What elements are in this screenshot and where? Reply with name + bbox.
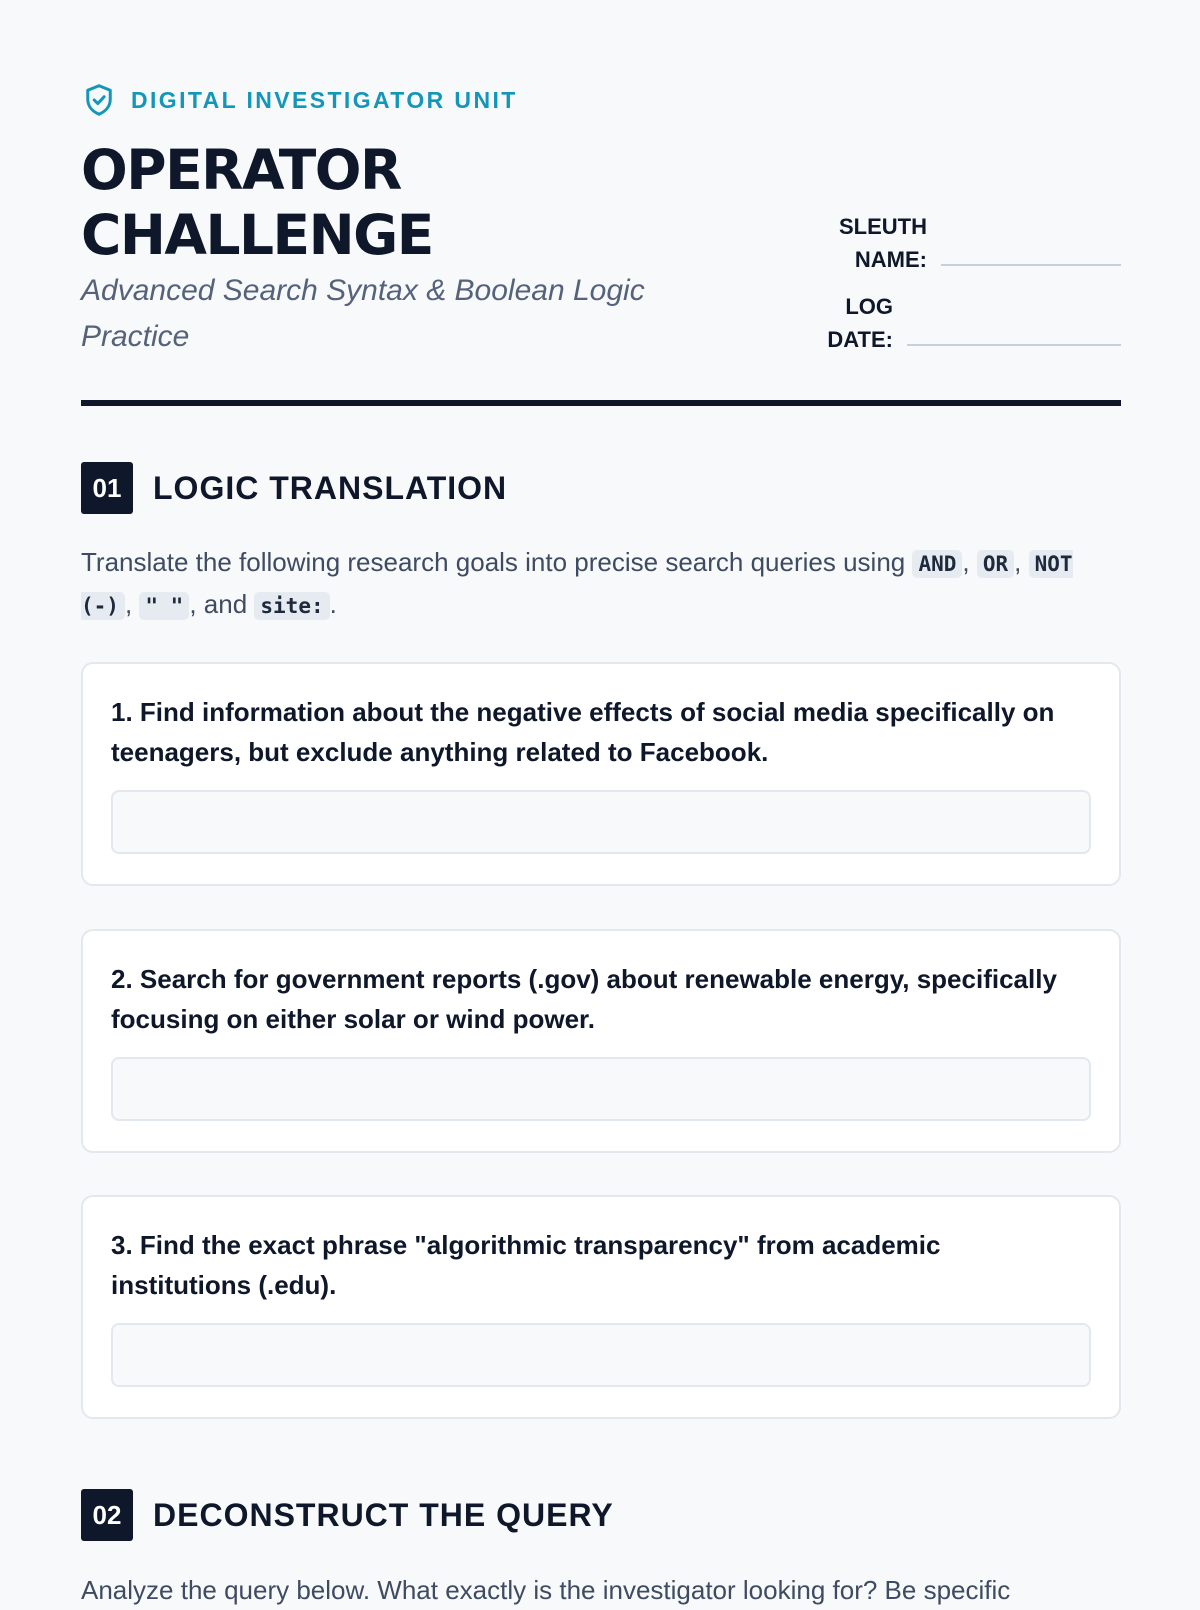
question-card-1 (81, 662, 1121, 886)
separator: , and (189, 589, 255, 619)
section-1-number: 01 (81, 462, 133, 514)
identity-fields (721, 210, 1121, 370)
operator-quotes: " " (139, 592, 189, 620)
log-date-row (721, 290, 1121, 356)
separator: , (962, 547, 977, 577)
section-2-header (81, 1489, 614, 1541)
section-2-number: 02 (81, 1489, 133, 1541)
page-title-line-1: OPERATOR (81, 138, 401, 202)
separator: , (124, 589, 140, 619)
question-3-prompt: 3. Find the exact phrase "algorithmic transparency" from academic institutions (.edu). (111, 1230, 941, 1300)
section-1-instructions (81, 542, 1121, 626)
shield-check-icon (81, 82, 117, 118)
question-2-answer-field[interactable] (111, 1057, 1091, 1121)
operator-and: AND (912, 550, 962, 578)
operator-not: NOT (-) (81, 552, 1073, 618)
page-title (81, 138, 701, 268)
separator: , (1014, 547, 1029, 577)
question-1-prompt: 1. Find information about the negative effects of social media specifically on teenagers, but exclude anything related to Facebook. (111, 697, 1055, 767)
question-3-answer-field[interactable] (111, 1323, 1091, 1387)
page-subtitle: Advanced Search Syntax & Boolean Logic Practice (81, 274, 645, 353)
question-2-prompt: 2. Search for government reports (.gov) about renewable energy, specifically focusing on either solar or wind power. (111, 964, 1057, 1034)
section-1-header (81, 462, 507, 514)
question-1-answer-field[interactable] (111, 790, 1091, 854)
sleuth-name-field[interactable] (941, 264, 1121, 266)
sleuth-name-row (721, 210, 1121, 276)
log-date-field[interactable] (907, 344, 1121, 346)
operator-or: OR (977, 550, 1014, 578)
section-2-title: DECONSTRUCT THE QUERY (153, 1496, 614, 1533)
operator-site: site: (254, 592, 329, 620)
section-2-instructions: Analyze the query below. What exactly is the investigator looking for? Be specific (81, 1575, 1011, 1605)
instructions-end: . (329, 589, 337, 619)
sleuth-name-label: SLEUTH NAME: (839, 214, 927, 272)
question-card-2 (81, 929, 1121, 1153)
log-date-label: LOG DATE: (827, 294, 893, 352)
page-title-line-2: CHALLENGE (81, 203, 433, 267)
header-divider (81, 400, 1121, 406)
question-card-3 (81, 1195, 1121, 1419)
section-1-title: LOGIC TRANSLATION (153, 469, 508, 506)
instructions-text: Translate the following research goals into precise search queries using (81, 547, 913, 577)
unit-header (81, 82, 518, 118)
unit-name: DIGITAL INVESTIGATOR UNIT (131, 86, 518, 113)
